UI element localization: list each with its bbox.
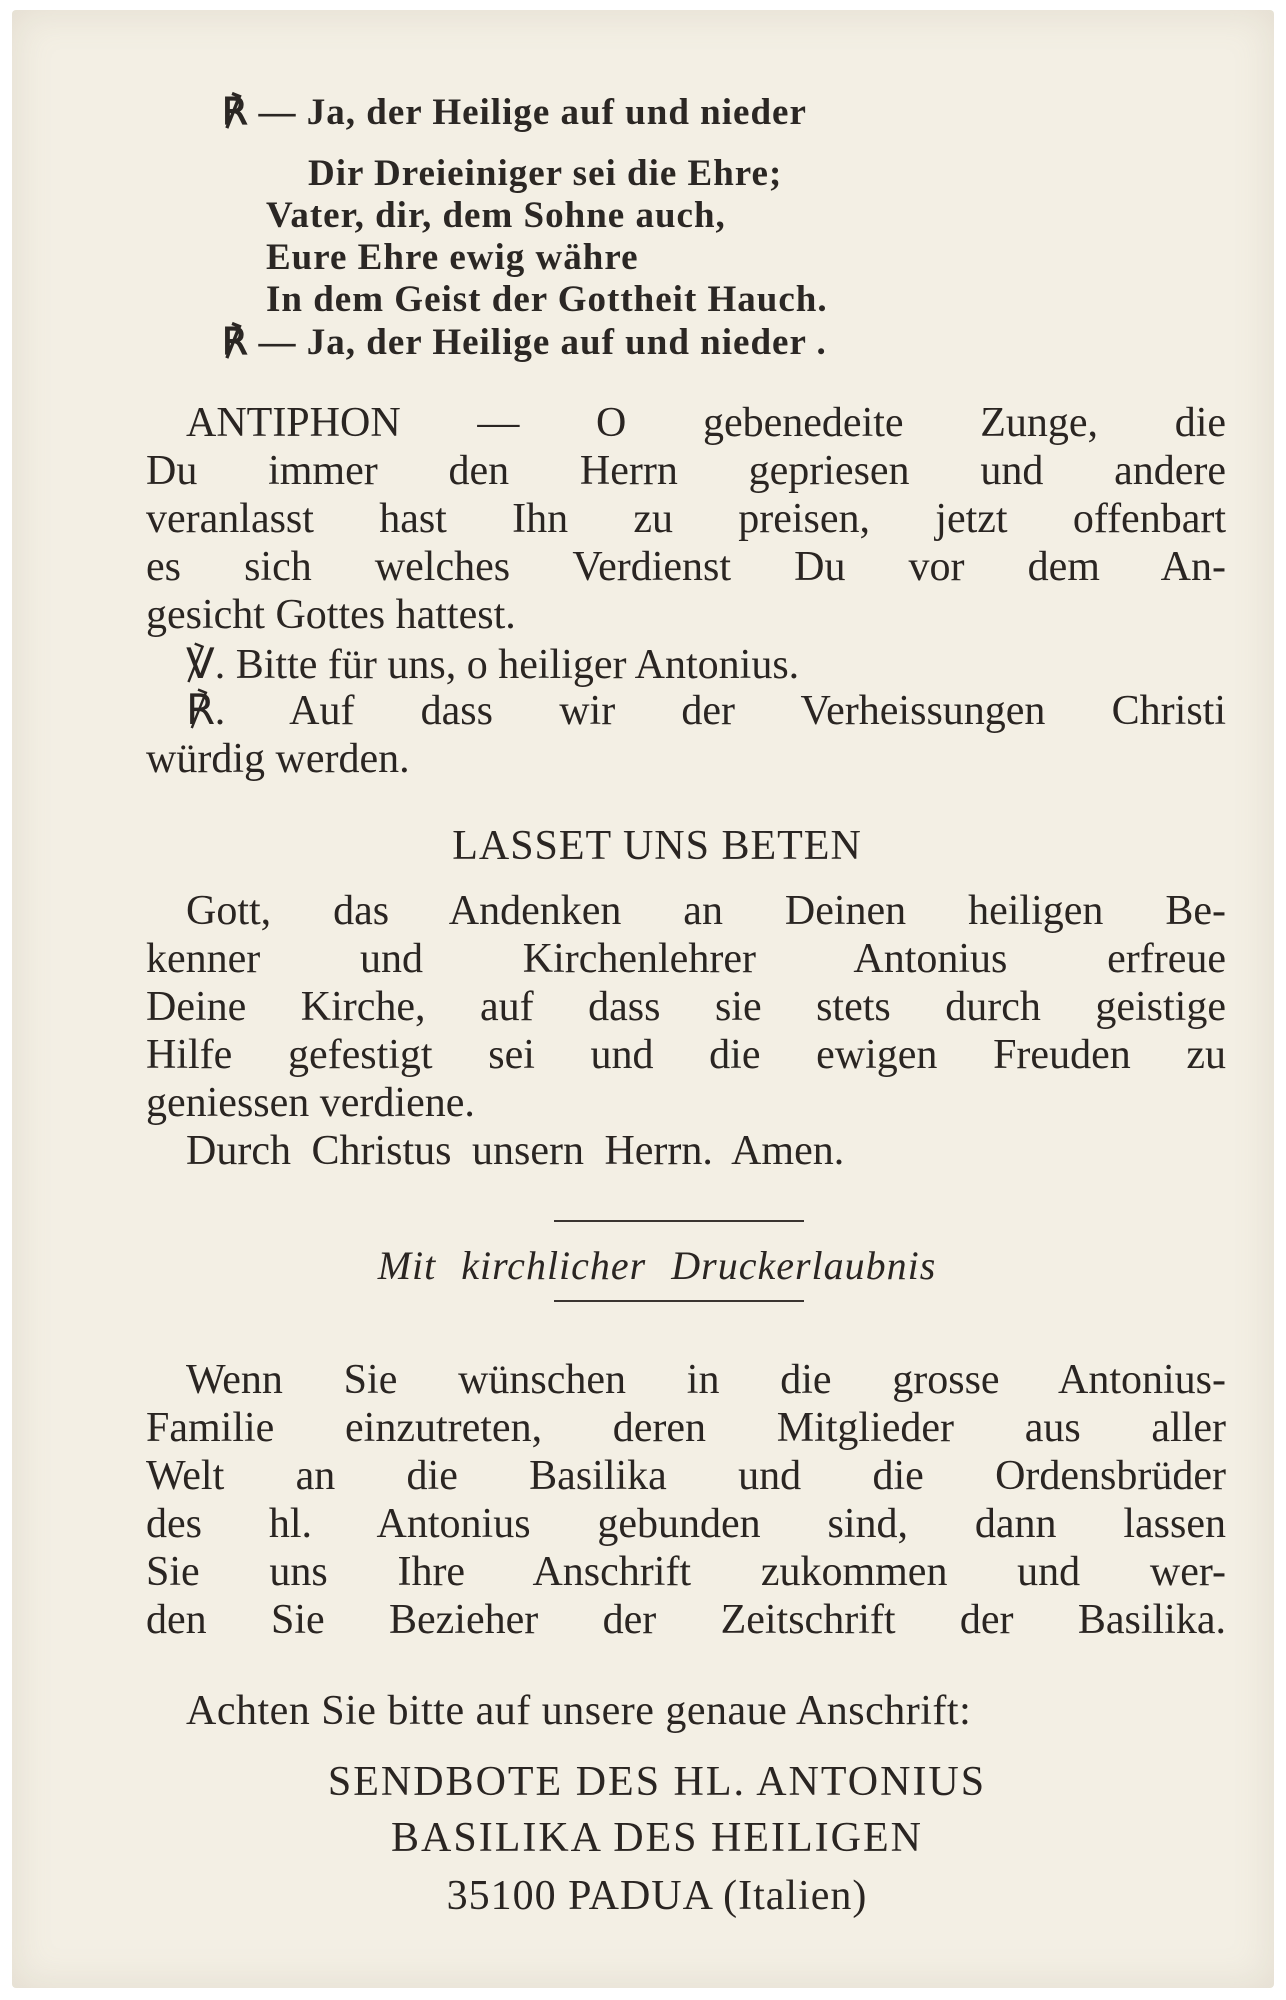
response-line: ℟. Auf dass wir der Verheissungen Christi	[186, 688, 1226, 734]
versicle-line: ℣. Bitte für uns, o heiliger Antonius.	[186, 642, 800, 688]
bottom-divider	[554, 1300, 804, 1302]
prayer-line: Deine Kirche, auf dass sie stets durch geistige	[146, 984, 1226, 1030]
invitation-line: den Sie Bezieher der Zeitschrift der Basilika.	[146, 1597, 1226, 1643]
prayer-card	[12, 10, 1274, 1988]
antiphon-line: es sich welches Verdienst Du vor dem An-	[146, 544, 1226, 590]
verse-line: In dem Geist der Gottheit Hauch.	[266, 279, 828, 320]
prayer-heading: LASSET UNS BETEN	[452, 823, 862, 869]
antiphon-line: gesicht Gottes hattest.	[146, 592, 516, 638]
antiphon-line: veranlasst hast Ihn zu preisen, jetzt offenbart	[146, 496, 1226, 542]
antiphon-line: ANTIPHON — O gebenedeite Zunge, die	[186, 400, 1226, 446]
verse-response-line: ℟ — Ja, der Heilige auf und nieder .	[222, 322, 827, 363]
invitation-line: Welt an die Basilika und die Ordensbrüder	[146, 1453, 1226, 1499]
prayer-line: geniessen verdiene.	[146, 1080, 475, 1126]
prayer-line: Hilfe gefestigt sei und die ewigen Freuden zu	[146, 1032, 1226, 1078]
verse-line: Vater, dir, dem Sohne auch,	[266, 195, 726, 236]
verse-line: Dir Dreieiniger sei die Ehre;	[308, 153, 783, 194]
invitation-line: des hl. Antonius gebunden sind, dann lassen	[146, 1501, 1226, 1547]
top-divider	[554, 1220, 804, 1222]
invitation-line: Familie einzutreten, deren Mitglieder aus aller	[146, 1405, 1226, 1451]
address-line-publisher: SENDBOTE DES HL. ANTONIUS	[327, 1759, 987, 1805]
prayer-closing-line: Durch Christus unsern Herrn. Amen.	[186, 1128, 845, 1174]
verse-response-line: ℟ — Ja, der Heilige auf und nieder	[222, 92, 807, 133]
antiphon-line: Du immer den Herrn gepriesen und andere	[146, 448, 1226, 494]
invitation-line: Sie uns Ihre Anschrift zukommen und wer-	[146, 1549, 1226, 1595]
prayer-line: Gott, das Andenken an Deinen heiligen Be-	[186, 888, 1226, 934]
invitation-line: Wenn Sie wünschen in die grosse Antonius-	[186, 1357, 1226, 1403]
verse-line: Eure Ehre ewig währe	[266, 237, 639, 278]
imprimatur-note: Mit kirchlicher Druckerlaubnis	[377, 1243, 937, 1288]
address-line-city: 35100 PADUA (Italien)	[446, 1873, 868, 1919]
address-line-basilica: BASILIKA DES HEILIGEN	[391, 1815, 923, 1861]
prayer-line: kenner und Kirchenlehrer Antonius erfreue	[146, 936, 1226, 982]
response-line: würdig werden.	[146, 736, 410, 782]
address-intro: Achten Sie bitte auf unsere genaue Anschrift:	[186, 1688, 972, 1734]
